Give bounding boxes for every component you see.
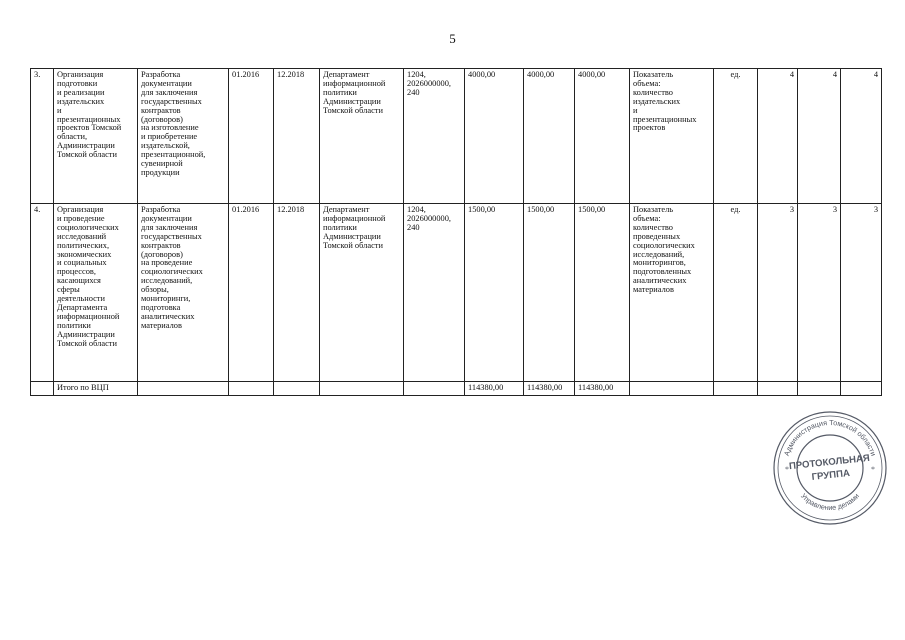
empty-cell xyxy=(798,382,841,396)
end-date-cell: 12.2018 xyxy=(274,69,320,204)
value-2016-cell: 3 xyxy=(758,204,798,382)
empty-cell xyxy=(714,382,758,396)
start-date-cell: 01.2016 xyxy=(229,204,274,382)
task-cell: Организация подготовки и реализации издательских и презентационных проектов Томской области, Администрации Томской области xyxy=(54,69,138,204)
table-row xyxy=(31,69,882,204)
value-2016-cell: 4 xyxy=(758,69,798,204)
total-row xyxy=(31,382,882,396)
budget-code-cell: 1204, 2026000000, 240 xyxy=(404,69,465,204)
total-sum-2018: 114380,00 xyxy=(575,382,630,396)
stamp-star-right: * xyxy=(871,465,875,474)
empty-cell xyxy=(404,382,465,396)
task-cell: Организация и проведение социологических исследований политических, экономических и социальных процессов, касающихся сферы деятельности Департамента информационной политики Администрации Томской области xyxy=(54,204,138,382)
unit-cell: ед. xyxy=(714,204,758,382)
unit-cell: ед. xyxy=(714,69,758,204)
total-sum-2017: 114380,00 xyxy=(524,382,575,396)
empty-cell xyxy=(758,382,798,396)
sum-2017-cell: 1500,00 xyxy=(524,204,575,382)
empty-cell xyxy=(138,382,229,396)
value-2017-cell: 4 xyxy=(798,69,841,204)
value-2017-cell: 3 xyxy=(798,204,841,382)
empty-cell xyxy=(630,382,714,396)
end-date-cell: 12.2018 xyxy=(274,204,320,382)
sum-2018-cell: 4000,00 xyxy=(575,69,630,204)
svg-text:Управление делами xyxy=(799,491,861,512)
stamp-center-line-1: ПРОТОКОЛЬНАЯ xyxy=(788,452,871,473)
sum-2018-cell: 1500,00 xyxy=(575,204,630,382)
indicator-cell: Показатель объема: количество издательских и презентационных проектов xyxy=(630,69,714,204)
executor-cell: Департамент информационной политики Администрации Томской области xyxy=(320,69,404,204)
total-sum-2016: 114380,00 xyxy=(465,382,524,396)
start-date-cell: 01.2016 xyxy=(229,69,274,204)
table-row xyxy=(31,204,882,382)
stamp-center-line-2: ГРУППА xyxy=(811,467,851,483)
sum-2016-cell: 1500,00 xyxy=(465,204,524,382)
sum-2017-cell: 4000,00 xyxy=(524,69,575,204)
total-label: Итого по ВЦП xyxy=(54,382,138,396)
indicator-cell: Показатель объема: количество проведенных социологических исследований, мониторингов, подготовленных аналитических материалов xyxy=(630,204,714,382)
empty-cell xyxy=(229,382,274,396)
empty-cell xyxy=(320,382,404,396)
row-number: 4. xyxy=(31,204,54,382)
stamp-ring-top-text: Администрация Томской области xyxy=(781,417,879,458)
empty-cell xyxy=(841,382,882,396)
executor-cell: Департамент информационной политики Администрации Томской области xyxy=(320,204,404,382)
sum-2016-cell: 4000,00 xyxy=(465,69,524,204)
official-stamp xyxy=(770,408,890,528)
value-2018-cell: 3 xyxy=(841,204,882,382)
budget-code-cell: 1204, 2026000000, 240 xyxy=(404,204,465,382)
activity-cell: Разработка документации для заключения государственных контрактов (договоров) на изготовление и приобретение издательской, презентационной, сувенирной продукции xyxy=(138,69,229,204)
stamp-ring-bottom-text: Управление делами xyxy=(799,491,861,513)
value-2018-cell: 4 xyxy=(841,69,882,204)
row-number: 3. xyxy=(31,69,54,204)
page-number: 5 xyxy=(449,31,456,46)
empty-cell xyxy=(31,382,54,396)
empty-cell xyxy=(274,382,320,396)
activity-cell: Разработка документации для заключения государственных контрактов (договоров) на проведение социологических исследований, обзоры, мониторинги, подготовка аналитических материалов xyxy=(138,204,229,382)
program-activities-table xyxy=(30,68,882,396)
stamp-star-left: * xyxy=(785,465,789,474)
